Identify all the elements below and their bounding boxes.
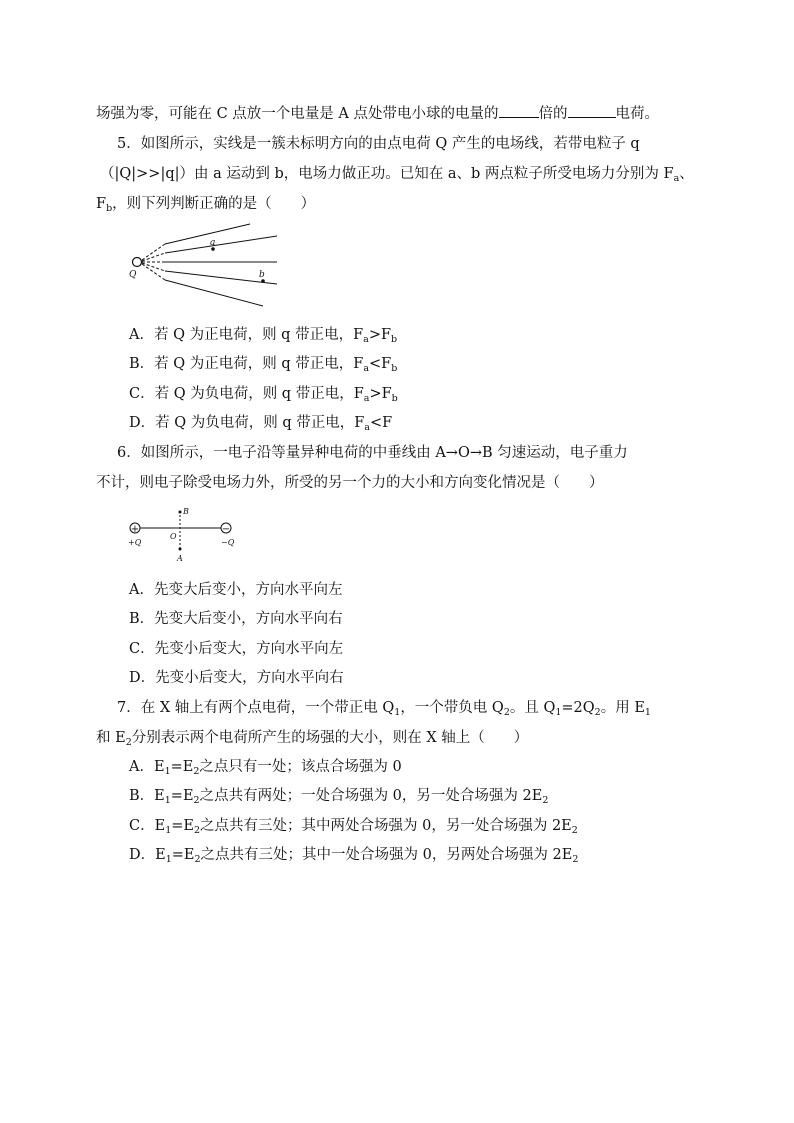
- q5-option-b-text: B．若 Q 为正电荷，则 q 带正电，F: [129, 356, 364, 372]
- q5-option-b-mid: <F: [369, 356, 392, 372]
- q7-option-c-part-a: C．E: [129, 818, 166, 834]
- q7-option-c-sub-2: 2: [193, 825, 201, 836]
- intro-text-1: 场强为零，可能在 C 点放一个电量是 A 点处带电小球的电量的: [96, 106, 499, 122]
- q7-stem-line-1: [117, 698, 651, 718]
- q7-option-c-part-b: =E: [171, 818, 194, 834]
- q6-option-b[interactable]: B．先变大后变小，方向水平向右: [129, 611, 343, 627]
- q5-option-c-text: C．若 Q 为负电荷，则 q 带正电，F: [129, 386, 364, 402]
- q7-option-d[interactable]: [129, 845, 578, 865]
- q6-label-a: A: [177, 554, 183, 563]
- q7-l1-part-b: ，一个带负电 Q: [400, 700, 504, 716]
- q5-stem-line-2-end: 、: [679, 166, 694, 182]
- q5-option-d[interactable]: [129, 413, 392, 433]
- q6-label-o: O: [170, 532, 177, 541]
- q7-l1-sub-5: 1: [644, 707, 651, 718]
- intro-text-3: 电荷。: [615, 106, 660, 122]
- q7-l1-sub-2: 2: [503, 707, 510, 718]
- q7-l2-sub-1: 2: [125, 737, 132, 748]
- q6-label-plus-q: +Q: [128, 538, 142, 547]
- q5-option-a-text: A．若 Q 为正电荷，则 q 带正电，F: [129, 327, 364, 343]
- q6-plus-sign: +: [130, 524, 140, 535]
- q5-option-b-sub1: a: [363, 363, 369, 374]
- q6-stem-line-1: 6．如图所示，一电子沿等量异种电荷的中垂线由 A→O→B 匀速运动，电子重力: [117, 445, 628, 461]
- q7-option-a-sub-2: 2: [193, 766, 200, 777]
- q6-minus-sign: −: [221, 524, 231, 535]
- q7-l2-part-a: 和 E: [96, 730, 126, 746]
- q5-stem-line-2: [100, 164, 694, 184]
- q5-stem-line-2-text: （|Q|>>|q|）由 a 运动到 b，电场力做正功。已知在 a、b 两点粒子所受电场力分别为 F: [100, 166, 674, 182]
- intro-text-2: 倍的: [538, 106, 568, 122]
- q6-dipole-figure: [125, 503, 240, 563]
- q5-option-b-sub2: b: [391, 363, 398, 374]
- q5-option-c-sub1: a: [363, 393, 370, 404]
- q5-option-d-mid: <F: [369, 415, 393, 431]
- q6-option-d[interactable]: D．先变小后变大，方向水平向右: [129, 670, 344, 686]
- q7-option-c-sub-1: 1: [165, 825, 172, 836]
- q5-option-a[interactable]: [129, 325, 397, 345]
- q6-point-a: [179, 548, 182, 551]
- q7-l1-sub-1: 1: [394, 707, 401, 718]
- q5-option-a-mid: >F: [368, 327, 392, 343]
- q7-option-d-part-c: 之点共有三处；其中一处合场强为 0，另两处合场强为 2E: [200, 847, 573, 863]
- q5-stem-line-3-text: ，则下列判断正确的是（ ）: [112, 196, 316, 212]
- q7-option-d-part-b: =E: [171, 847, 195, 863]
- q5-option-c-mid: >F: [369, 386, 392, 402]
- q7-option-c-part-c: 之点共有三处；其中两处合场强为 0，另一处合场强为 2E: [200, 818, 572, 834]
- q7-l1-part-c: 。且 Q: [509, 700, 556, 716]
- q7-option-b-part-a: B．E: [129, 788, 165, 804]
- q6-stem-line-2: 不计，则电子除受电场力外，所受的另一个力的大小和方向变化情况是（ ）: [96, 475, 604, 491]
- q7-option-d-sub-2: 2: [194, 854, 201, 865]
- q5-option-a-sub2: b: [391, 334, 398, 345]
- answer-blank-1[interactable]: [499, 103, 539, 118]
- q5-field-lines-figure: [125, 220, 285, 310]
- q7-option-b-sub-1: 1: [164, 795, 171, 806]
- q5-label-b: b: [259, 270, 265, 280]
- q6-label-minus-q: −Q: [221, 538, 235, 547]
- q7-option-d-sub-1: 1: [165, 854, 172, 865]
- q5-label-a: a: [210, 238, 216, 248]
- q7-option-b[interactable]: [129, 786, 548, 806]
- q7-option-c-sub-3: 2: [571, 825, 578, 836]
- q6-label-b: B: [183, 507, 189, 516]
- q6-option-c[interactable]: C．先变小后变大，方向水平向左: [129, 641, 344, 657]
- q7-option-b-sub-3: 2: [542, 795, 549, 806]
- q5-stem-line-3: [96, 194, 315, 214]
- q5-point-charge-q: [133, 258, 142, 267]
- q7-option-a-part-b: =E: [170, 759, 194, 775]
- q5-label-q: Q: [129, 270, 137, 280]
- q5-stem-line-1: 5．如图所示，实线是一簇未标明方向的由点电荷 Q 产生的电场线，若带电粒子 q: [117, 136, 640, 152]
- q5-stem-line-3-f: F: [96, 196, 107, 212]
- q6-option-a[interactable]: A．先变大后变小，方向水平向左: [129, 582, 343, 598]
- q7-option-d-part-a: D．E: [129, 847, 166, 863]
- q7-stem-line-2: [96, 728, 528, 748]
- q5-option-a-sub1: a: [363, 334, 369, 345]
- q5-sub-b: b: [106, 203, 113, 214]
- q7-option-c[interactable]: [129, 816, 578, 836]
- q5-sub-a: a: [673, 173, 680, 184]
- q7-option-a-part-c: 之点只有一处；该点合场强为 0: [199, 759, 402, 775]
- q5-option-b[interactable]: [129, 354, 397, 374]
- q7-l1-part-d: =2Q: [561, 700, 595, 716]
- q7-l1-sub-4: 2: [594, 707, 601, 718]
- q6-point-b: [179, 511, 182, 514]
- q7-option-b-part-c: 之点共有两处；一处合场强为 0，另一处合场强为 2E: [199, 788, 543, 804]
- q7-option-a-sub-1: 1: [164, 766, 171, 777]
- q7-option-a-part-a: A．E: [129, 759, 165, 775]
- q5-option-d-sub1: a: [364, 422, 370, 433]
- q5-option-c[interactable]: [129, 384, 398, 404]
- q7-option-a[interactable]: [129, 757, 402, 777]
- intro-line: [96, 103, 659, 124]
- q7-l1-part-e: 。用 E: [600, 700, 645, 716]
- q7-option-d-sub-3: 2: [572, 854, 579, 865]
- q7-option-b-part-b: =E: [170, 788, 194, 804]
- q5-option-c-sub2: b: [391, 393, 398, 404]
- q7-option-b-sub-2: 2: [193, 795, 200, 806]
- q5-option-d-text: D．若 Q 为负电荷，则 q 带正电，F: [129, 415, 365, 431]
- answer-blank-2[interactable]: [568, 103, 616, 118]
- q7-l1-sub-3: 1: [555, 707, 562, 718]
- q7-l1-part-a: 7．在 X 轴上有两个点电荷，一个带正电 Q: [117, 700, 395, 716]
- q7-l2-part-b: 分别表示两个电荷所产生的场强的大小，则在 X 轴上（ ）: [131, 730, 529, 746]
